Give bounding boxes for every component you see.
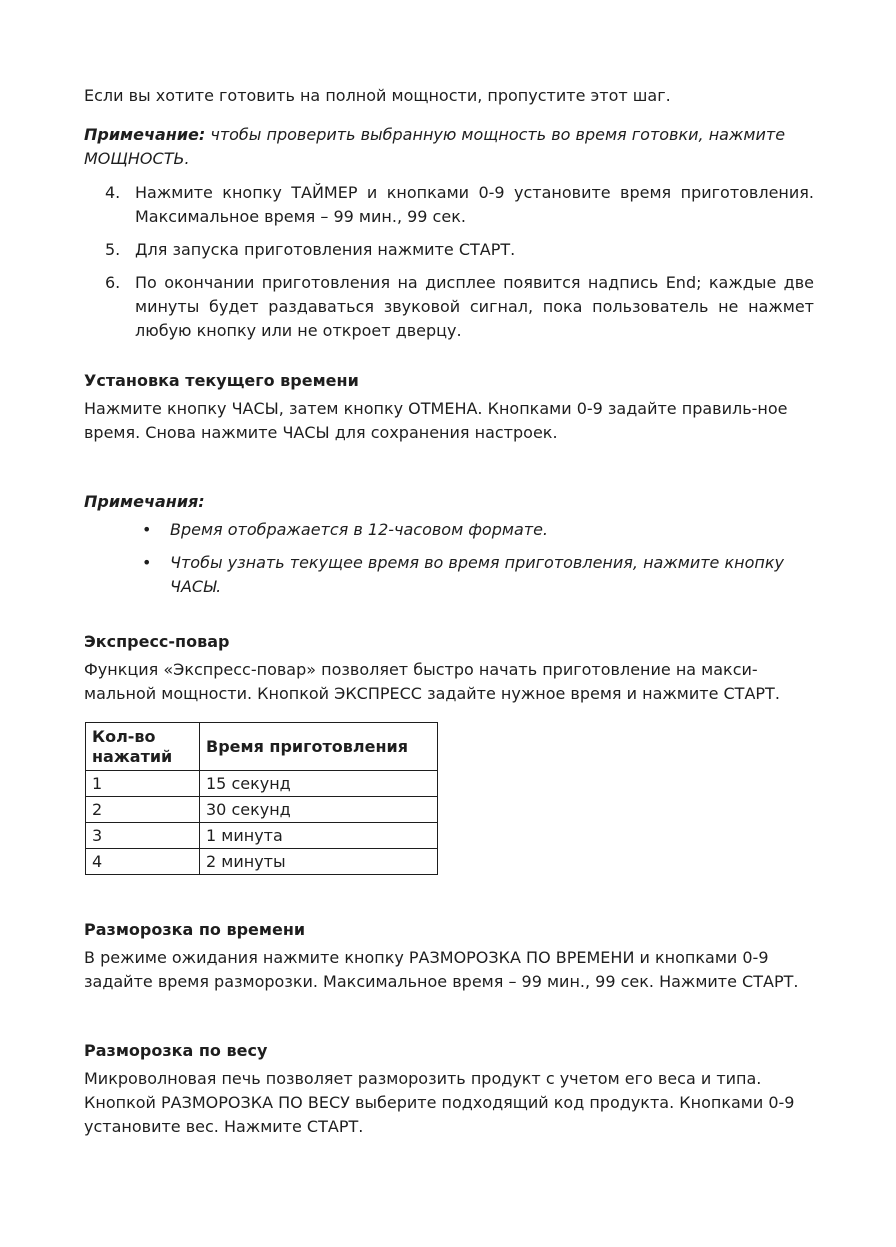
express-table — [85, 722, 438, 875]
express-section — [84, 630, 814, 875]
table-cell: 2 минуты — [200, 849, 438, 875]
power-note — [84, 123, 814, 171]
manual-page — [84, 84, 814, 1139]
note-item-text: Чтобы узнать текущее время во время приготовления, нажмите кнопку ЧАСЫ. — [170, 553, 784, 596]
table-cell: 1 — [86, 771, 200, 797]
bullet-icon: • — [142, 520, 152, 539]
header-presses: Кол-во нажатий — [86, 723, 200, 771]
table-row — [86, 771, 438, 797]
step-number: 6. — [105, 273, 121, 292]
weight-defrost-body: Микроволновая печь позволяет разморозить продукт с учетом его веса и типа. Кнопкой РАЗМОРОЗКА ПО ВЕСУ выберите подходящий код продукта. Кнопками 0-9 установите вес. Нажмите СТАРТ. — [84, 1069, 795, 1136]
step-item — [84, 238, 814, 262]
step-text: Для запуска приготовления нажмите СТАРТ. — [135, 240, 516, 259]
note-text: чтобы проверить выбранную мощность во время готовки, нажмите МОЩНОСТЬ. — [84, 125, 786, 168]
table-cell: 4 — [86, 849, 200, 875]
clock-section — [84, 369, 814, 445]
step-text: По окончании приготовления на дисплее появится надпись End; каждые две минуты будет раздаваться звуковой сигнал, пока пользователь не нажмет любую кнопку или не откроет дверцу. — [135, 273, 814, 340]
table-cell: 2 — [86, 797, 200, 823]
express-body: Функция «Экспресс-повар» позволяет быстро начать приготовление на макси-мальной мощности. Кнопкой ЭКСПРЕСС задайте нужное время и нажмите СТАРТ. — [84, 660, 780, 703]
table-cell: 15 секунд — [200, 771, 438, 797]
notes-heading: Примечания: — [84, 492, 205, 511]
header-cook-time: Время приготовления — [200, 723, 438, 771]
step-text: Нажмите кнопку ТАЙМЕР и кнопками 0-9 установите время приготовления. Максимальное время – 99 мин., 99 сек. — [135, 183, 814, 226]
step-number: 5. — [105, 240, 121, 259]
note-item — [84, 518, 814, 542]
step-number: 4. — [105, 183, 121, 202]
table-cell: 3 — [86, 823, 200, 849]
note-item — [84, 551, 814, 599]
notes-list — [84, 518, 814, 599]
steps-list — [84, 181, 814, 343]
time-defrost-body: В режиме ожидания нажмите кнопку РАЗМОРОЗКА ПО ВРЕМЕНИ и кнопками 0-9 задайте время разморозки. Максимальное время – 99 мин., 99 сек. Нажмите СТАРТ. — [84, 948, 799, 991]
table-cell: 30 секунд — [200, 797, 438, 823]
table-row — [86, 797, 438, 823]
time-defrost-heading: Разморозка по времени — [84, 920, 306, 939]
clock-heading: Установка текущего времени — [84, 371, 359, 390]
step-item — [84, 271, 814, 343]
table-header-row — [86, 723, 438, 771]
step-item — [84, 181, 814, 229]
intro-text: Если вы хотите готовить на полной мощности, пропустите этот шаг. — [84, 86, 671, 105]
table-row — [86, 849, 438, 875]
clock-body: Нажмите кнопку ЧАСЫ, затем кнопку ОТМЕНА. Кнопками 0-9 задайте правиль-ное время. Снова нажмите ЧАСЫ для сохранения настроек. — [84, 399, 788, 442]
express-heading: Экспресс-повар — [84, 632, 230, 651]
table-row — [86, 823, 438, 849]
weight-defrost-section — [84, 1039, 814, 1139]
weight-defrost-heading: Разморозка по весу — [84, 1041, 268, 1060]
table-cell: 1 минута — [200, 823, 438, 849]
note-label: Примечание: — [84, 125, 206, 144]
note-item-text: Время отображается в 12-часовом формате. — [170, 520, 548, 539]
time-defrost-section — [84, 918, 814, 994]
bullet-icon: • — [142, 553, 152, 572]
